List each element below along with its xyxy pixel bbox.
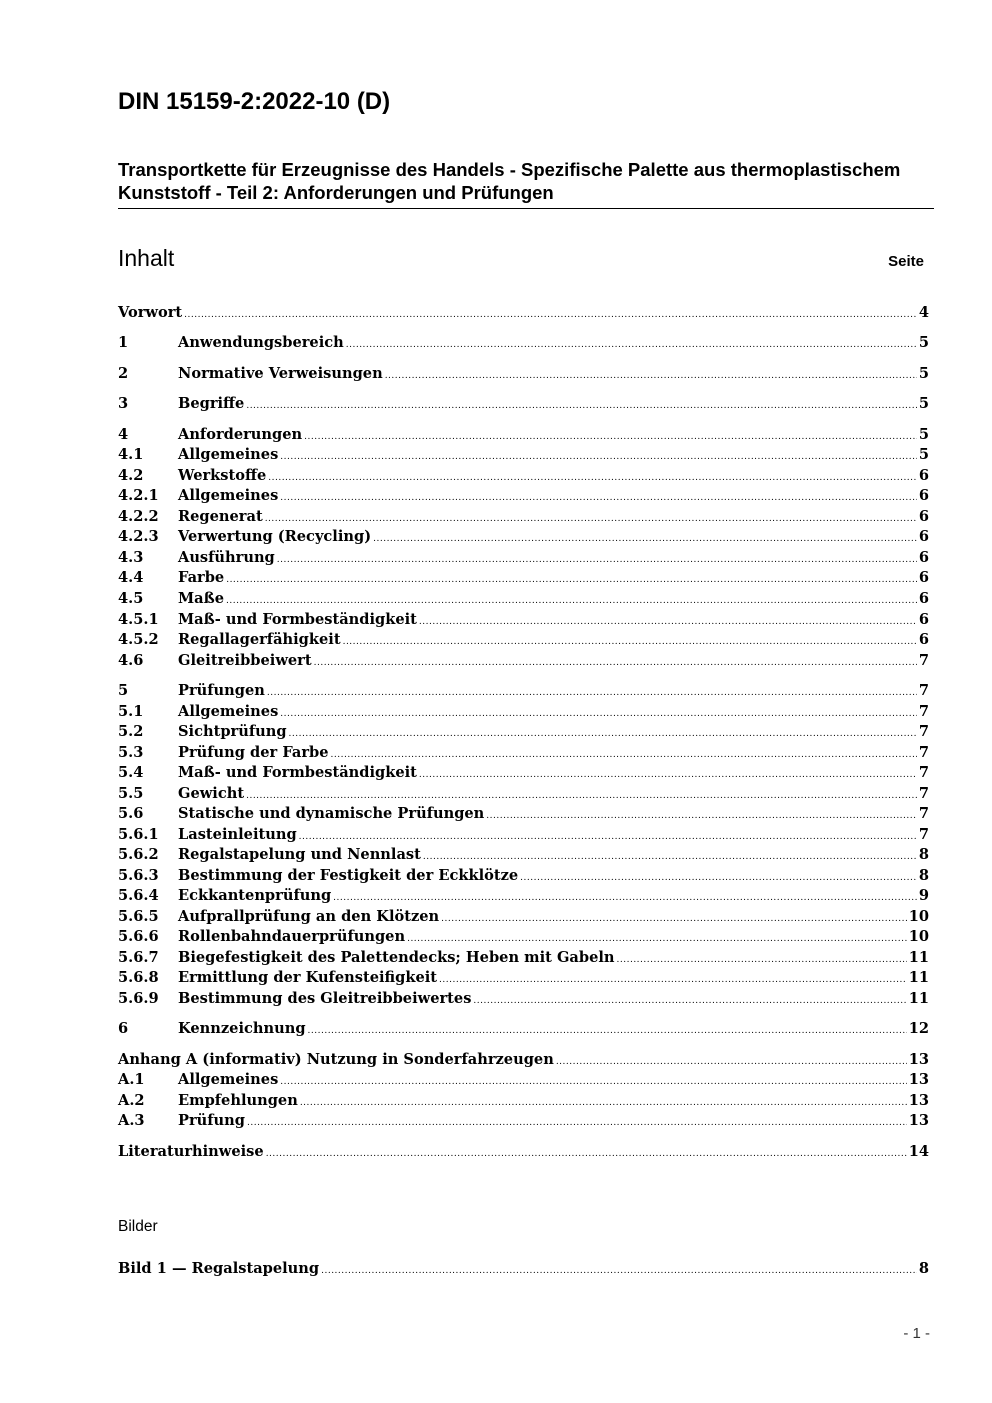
toc-entry-number: 4 — [118, 426, 129, 443]
toc-entry[interactable] — [118, 589, 929, 609]
toc-entry-title: Bestimmung des Gleitreibbeiwertes — [178, 990, 472, 1007]
toc-dot-leader — [520, 868, 917, 888]
toc-entry-title: Prüfung der Farbe — [178, 744, 329, 761]
toc-dot-leader — [331, 745, 917, 765]
page-number: - 1 - — [903, 1325, 930, 1342]
toc-entry-title: Biegefestigkeit des Palettendecks; Heben mit Gabeln — [178, 949, 615, 966]
toc-entry-page: 13 — [908, 1071, 929, 1088]
toc-entry-number: 6 — [118, 1020, 129, 1037]
toc-entry-number: 4.5 — [118, 590, 144, 607]
toc-entry[interactable] — [118, 527, 929, 547]
toc-entry-title: Anforderungen — [178, 426, 303, 443]
toc-dot-leader — [486, 806, 917, 826]
toc-dot-leader — [556, 1052, 907, 1072]
toc-entry-page: 11 — [908, 949, 929, 966]
toc-entry-title: Regalstapelung und Nennlast — [178, 846, 421, 863]
toc-entry[interactable] — [118, 804, 929, 824]
toc-entry-number: 4.3 — [118, 549, 144, 566]
toc-entry-number: 5.1 — [118, 703, 144, 720]
toc-entry-title: Sichtprüfung — [178, 723, 287, 740]
toc-entry-title: Empfehlungen — [178, 1092, 298, 1109]
toc-dot-leader — [343, 632, 917, 652]
toc-entry-title: Verwertung (Recycling) — [178, 528, 372, 545]
toc-dot-leader — [299, 827, 917, 847]
toc-entry[interactable] — [118, 1019, 929, 1039]
toc-dot-leader — [280, 704, 917, 724]
toc-entry-number: 5.6.6 — [118, 928, 159, 945]
toc-entry-title: Bestimmung der Festigkeit der Eckklötze — [178, 867, 519, 884]
toc-entry[interactable] — [118, 886, 929, 906]
toc-entry-page: 6 — [918, 549, 929, 566]
toc-entry-title: Gleitreibbeiwert — [178, 652, 312, 669]
toc-entry-page: 13 — [908, 1112, 929, 1129]
toc-entry-title: Eckkantenprüfung — [178, 887, 332, 904]
toc-entry[interactable] — [118, 651, 929, 671]
toc-entry-number: 4.2 — [118, 467, 144, 484]
toc-entry[interactable] — [118, 1091, 929, 1111]
toc-dot-leader — [246, 396, 917, 416]
toc-entry-number: 4.2.2 — [118, 508, 159, 525]
toc-entry-number: 1 — [118, 334, 129, 351]
toc-entry[interactable] — [118, 866, 929, 886]
toc-dot-leader — [280, 488, 917, 508]
toc-entry-number: 5.5 — [118, 785, 144, 802]
toc-entry[interactable] — [118, 1050, 929, 1070]
toc-entry-page: 11 — [908, 969, 929, 986]
toc-entry[interactable] — [118, 1070, 929, 1090]
toc-dot-leader — [268, 468, 917, 488]
toc-entry-title: Ermittlung der Kufensteifigkeit — [178, 969, 438, 986]
toc-entry-number: 4.6 — [118, 652, 144, 669]
toc-entry-page: 11 — [908, 990, 929, 1007]
toc-dot-leader — [280, 1072, 906, 1092]
toc-entry[interactable] — [118, 825, 929, 845]
toc-entry-page: 7 — [918, 723, 929, 740]
toc-entry-title: Anwendungsbereich — [178, 334, 344, 351]
toc-entry-title: Gewicht — [178, 785, 245, 802]
toc-entry[interactable] — [118, 702, 929, 722]
document-subtitle: Transportkette für Erzeugnisse des Handels - Spezifische Palette aus thermoplastischem Kunststoff - Teil 2: Anforderungen und Prüfungen — [118, 158, 934, 209]
toc-entry[interactable] — [118, 364, 929, 384]
toc-dot-leader — [473, 991, 906, 1011]
toc-entry-title: Maße — [178, 590, 224, 607]
toc-dot-leader — [385, 366, 917, 386]
toc-entry-title: Allgemeines — [178, 703, 279, 720]
toc-entry-number: 5.6.4 — [118, 887, 159, 904]
toc-entry-page: 6 — [918, 487, 929, 504]
toc-entry-page: 6 — [918, 611, 929, 628]
toc-entry-page: 6 — [918, 528, 929, 545]
toc-entry-title: Farbe — [178, 569, 225, 586]
toc-dot-leader — [439, 970, 907, 990]
toc-entry-page: 8 — [918, 1260, 929, 1277]
toc-entry-title: Allgemeines — [178, 1071, 279, 1088]
toc-entry-title: Prüfungen — [178, 682, 265, 699]
toc-dot-leader — [308, 1021, 907, 1041]
toc-entry-number: 4.4 — [118, 569, 144, 586]
toc-entry-number: 5.6.7 — [118, 949, 159, 966]
toc-entry-title: Allgemeines — [178, 487, 279, 504]
toc-entry-page: 8 — [918, 846, 929, 863]
toc-dot-leader — [247, 1113, 907, 1133]
toc-entry[interactable] — [118, 989, 929, 1009]
toc-entry-page: 7 — [918, 764, 929, 781]
toc-entry-number: 5.2 — [118, 723, 144, 740]
toc-entry-title: Werkstoffe — [178, 467, 267, 484]
toc-dot-leader — [226, 570, 917, 590]
toc-entry-page: 10 — [908, 908, 929, 925]
toc-dot-leader — [289, 724, 917, 744]
toc-entry-page: 7 — [918, 826, 929, 843]
toc-dot-leader — [277, 550, 917, 570]
toc-entry-number: 5.6 — [118, 805, 144, 822]
toc-entry-number: A.3 — [118, 1112, 145, 1129]
toc-entry-page: 4 — [918, 304, 929, 321]
toc-dot-leader — [346, 335, 917, 355]
toc-entry-title: Statische und dynamische Prüfungen — [178, 805, 485, 822]
toc-dot-leader — [373, 529, 917, 549]
toc-entry-title: Vorwort — [118, 304, 183, 321]
toc-entry-page: 5 — [918, 446, 929, 463]
toc-dot-leader — [617, 950, 907, 970]
toc-entry[interactable] — [118, 1142, 929, 1162]
document-title: DIN 15159-2:2022-10 (D) — [118, 88, 391, 115]
toc-entry-page: 6 — [918, 631, 929, 648]
toc-entry[interactable] — [118, 968, 929, 988]
toc-entry-title: Rollenbahndauerprüfungen — [178, 928, 406, 945]
toc-entry[interactable] — [118, 486, 929, 506]
toc-entry-number: 2 — [118, 365, 129, 382]
figure-entry[interactable] — [118, 1259, 929, 1279]
toc-entry[interactable] — [118, 568, 929, 588]
toc-heading: Inhalt — [118, 245, 175, 271]
toc-dot-leader — [441, 909, 907, 929]
toc-entry[interactable] — [118, 907, 929, 927]
toc-entry[interactable] — [118, 445, 929, 465]
toc-entry-page: 7 — [918, 682, 929, 699]
toc-entry-number: 5.6.9 — [118, 990, 159, 1007]
toc-entry[interactable] — [118, 948, 929, 968]
toc-entry-title: Aufprallprüfung an den Klötzen — [178, 908, 440, 925]
toc-entry-number: 4.2.3 — [118, 528, 159, 545]
toc-entry[interactable] — [118, 466, 929, 486]
toc-dot-leader — [267, 683, 917, 703]
toc-entry[interactable] — [118, 681, 929, 701]
toc-entry[interactable] — [118, 1111, 929, 1131]
toc-entry-page: 5 — [918, 395, 929, 412]
toc-entry-number: 4.5.1 — [118, 611, 159, 628]
toc-entry[interactable] — [118, 743, 929, 763]
toc-entry[interactable] — [118, 763, 929, 783]
toc-entry-title: Maß- und Formbeständigkeit — [178, 611, 417, 628]
toc-dot-leader — [407, 929, 907, 949]
toc-dot-leader — [184, 305, 917, 325]
toc-entry-page: 13 — [908, 1092, 929, 1109]
toc-dot-leader — [280, 447, 917, 467]
toc-dot-leader — [423, 847, 917, 867]
toc-entry-number: 4.2.1 — [118, 487, 159, 504]
toc-entry-page: 7 — [918, 744, 929, 761]
toc-entry-title: Normative Verweisungen — [178, 365, 383, 382]
toc-entry-title: Bild 1 — Regalstapelung — [118, 1260, 320, 1277]
toc-dot-leader — [314, 653, 917, 673]
toc-entry[interactable] — [118, 630, 929, 650]
toc-entry[interactable] — [118, 845, 929, 865]
toc-dot-leader — [419, 612, 917, 632]
toc-entry-title: Regallagerfähigkeit — [178, 631, 341, 648]
toc-entry-title: Literaturhinweise — [118, 1143, 264, 1160]
toc-entry-page: 8 — [918, 867, 929, 884]
toc-entry-number: 5.6.5 — [118, 908, 159, 925]
toc-entry-number: 5.6.2 — [118, 846, 159, 863]
toc-entry-number: A.1 — [118, 1071, 145, 1088]
toc-entry-title: Kennzeichnung — [178, 1020, 306, 1037]
toc-entry-number: 5.3 — [118, 744, 144, 761]
toc-entry[interactable] — [118, 927, 929, 947]
toc-entry-page: 7 — [918, 703, 929, 720]
toc-entry-page: 6 — [918, 467, 929, 484]
toc-entry-title: Anhang A (informativ) Nutzung in Sonderfahrzeugen — [118, 1051, 554, 1068]
toc-entry-title: Lasteinleitung — [178, 826, 297, 843]
toc-entry-page: 13 — [908, 1051, 929, 1068]
toc-entry-page: 5 — [918, 426, 929, 443]
toc-entry[interactable] — [118, 722, 929, 742]
toc-entry[interactable] — [118, 303, 929, 323]
toc-entry-page: 9 — [918, 887, 929, 904]
toc-entry-page: 14 — [908, 1143, 929, 1160]
toc-entry-number: 5.6.1 — [118, 826, 159, 843]
toc-entry-page: 6 — [918, 590, 929, 607]
figures-heading: Bilder — [118, 1218, 158, 1235]
toc-entry-title: Prüfung — [178, 1112, 245, 1129]
toc-entry-title: Regenerat — [178, 508, 263, 525]
toc-dot-leader — [321, 1261, 917, 1281]
toc-entry-page: 7 — [918, 652, 929, 669]
toc-entry-page: 5 — [918, 334, 929, 351]
toc-entry[interactable] — [118, 610, 929, 630]
toc-entry-page: 12 — [908, 1020, 929, 1037]
toc-entry-number: 5.6.3 — [118, 867, 159, 884]
toc-entry[interactable] — [118, 784, 929, 804]
toc-entry-page: 6 — [918, 508, 929, 525]
toc-page-column-label: Seite — [888, 253, 924, 270]
toc-entry-page: 5 — [918, 365, 929, 382]
toc-entry[interactable] — [118, 333, 929, 353]
toc-entry[interactable] — [118, 548, 929, 568]
toc-entry[interactable] — [118, 425, 929, 445]
toc-entry-title: Begriffe — [178, 395, 245, 412]
toc-entry[interactable] — [118, 507, 929, 527]
toc-entry-number: 5 — [118, 682, 129, 699]
toc-entry-number: 4.5.2 — [118, 631, 159, 648]
toc-entry-number: 5.6.8 — [118, 969, 159, 986]
toc-entry-page: 7 — [918, 805, 929, 822]
toc-entry-number: A.2 — [118, 1092, 145, 1109]
toc-dot-leader — [333, 888, 917, 908]
toc-entry-page: 7 — [918, 785, 929, 802]
toc-dot-leader — [266, 1144, 907, 1164]
toc-dot-leader — [304, 427, 917, 447]
toc-entry-title: Allgemeines — [178, 446, 279, 463]
toc-dot-leader — [226, 591, 917, 611]
toc-entry-page: 10 — [908, 928, 929, 945]
toc-dot-leader — [265, 509, 917, 529]
toc-entry-title: Ausführung — [178, 549, 275, 566]
toc-entry-page: 6 — [918, 569, 929, 586]
toc-entry-title: Maß- und Formbeständigkeit — [178, 764, 417, 781]
toc-entry-number: 5.4 — [118, 764, 144, 781]
toc-dot-leader — [246, 786, 917, 806]
toc-dot-leader — [300, 1093, 907, 1113]
toc-dot-leader — [419, 765, 917, 785]
toc-entry-number: 4.1 — [118, 446, 144, 463]
toc-entry[interactable] — [118, 394, 929, 414]
toc-entry-number: 3 — [118, 395, 129, 412]
